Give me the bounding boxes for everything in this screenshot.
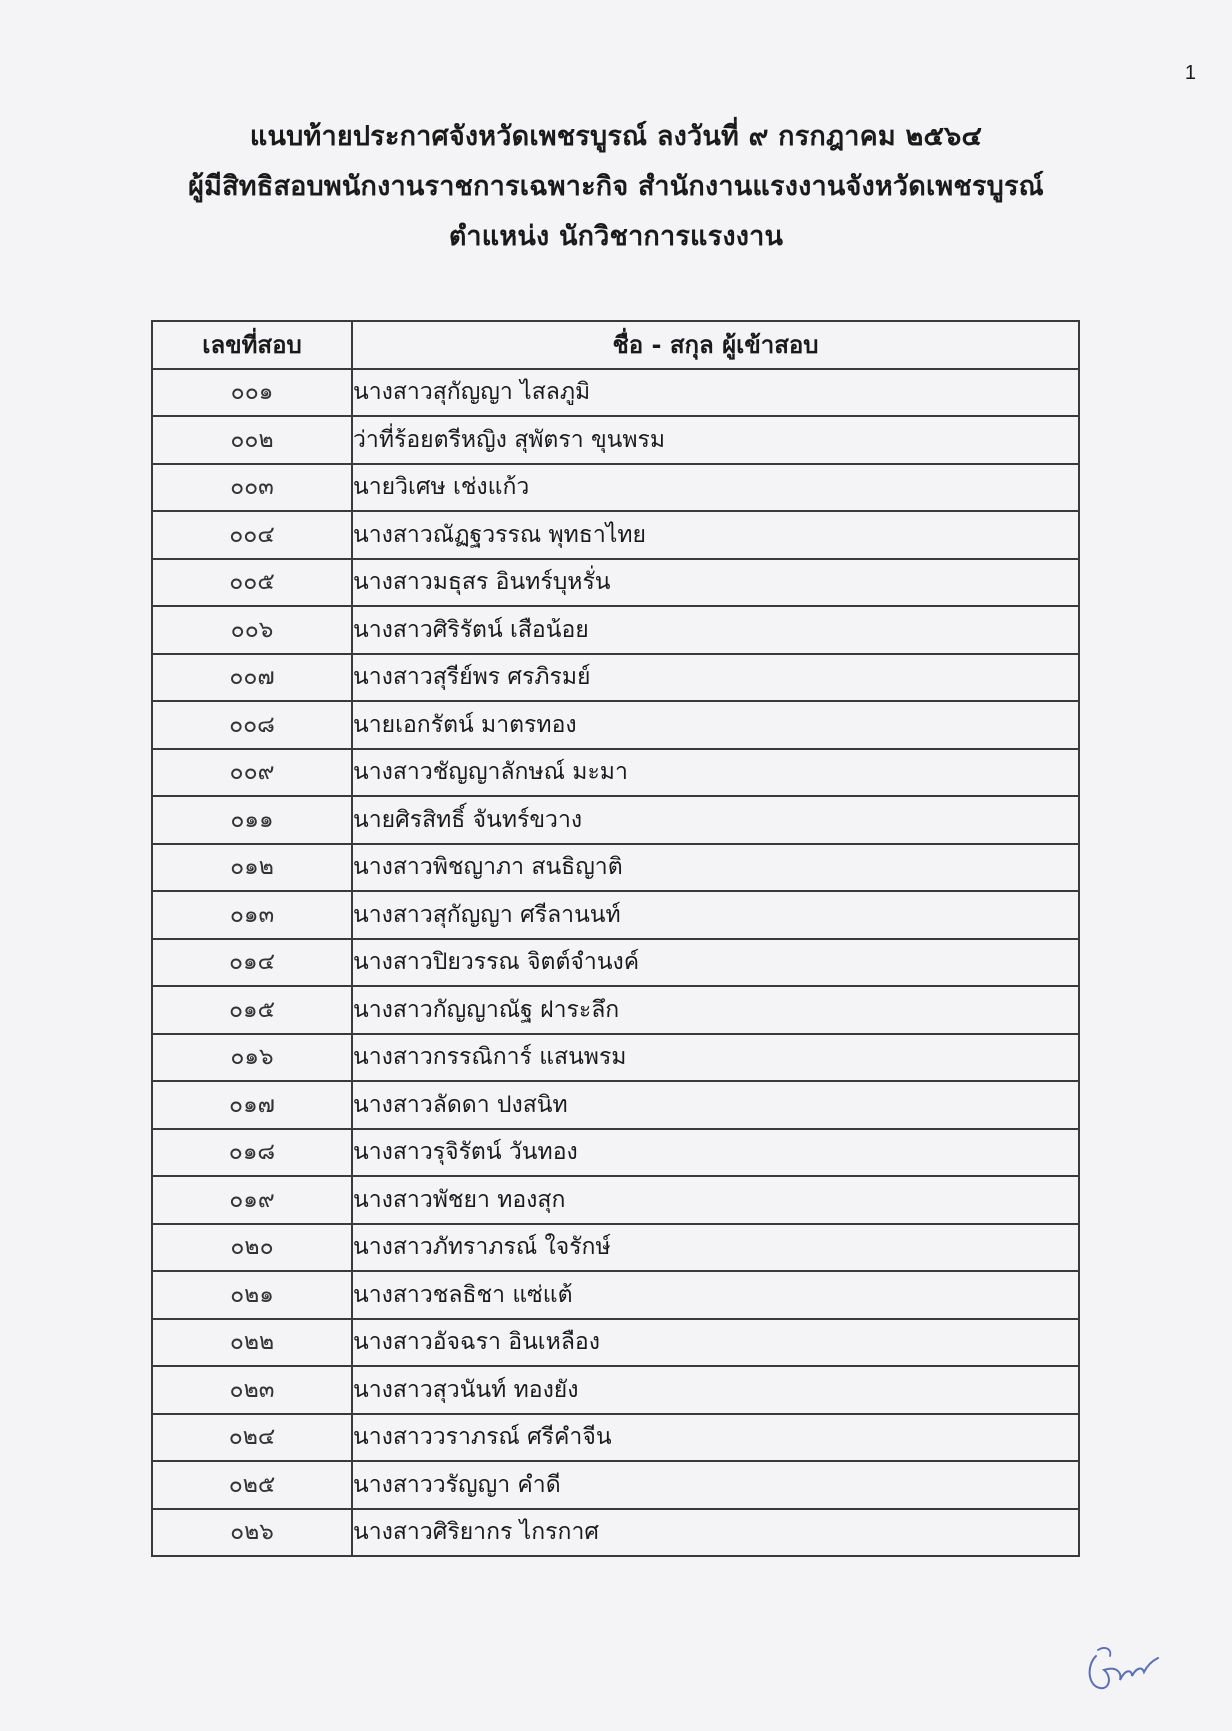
candidate-name-cell: นางสาวสุกัญญา ไสลภูมิ [352, 369, 1079, 417]
exam-number-cell: ๐๑๓ [152, 891, 352, 939]
candidate-name-cell: นายศิรสิทธิ์ จันทร์ขวาง [352, 796, 1079, 844]
handwritten-signature [1082, 1636, 1162, 1696]
exam-number-cell: ๐๑๖ [152, 1034, 352, 1082]
candidate-name-cell: นางสาวลัดดา ปงสนิท [352, 1081, 1079, 1129]
exam-number-cell: ๐๑๘ [152, 1129, 352, 1177]
exam-number-cell: ๐๐๔ [152, 511, 352, 559]
table-row [152, 891, 1079, 939]
exam-number-cell: ๐๑๒ [152, 844, 352, 892]
exam-number-cell: ๐๐๖ [152, 606, 352, 654]
exam-number-cell: ๐๐๗ [152, 654, 352, 702]
table-row [152, 1509, 1079, 1557]
exam-number-cell: ๐๒๕ [152, 1461, 352, 1509]
candidate-name-cell: นางสาวกัญญาณัฐ ฝาระลึก [352, 986, 1079, 1034]
candidate-name-cell: นางสาวพิชญาภา สนธิญาติ [352, 844, 1079, 892]
exam-number-cell: ๐๑๑ [152, 796, 352, 844]
table-header-row [152, 321, 1079, 369]
table-row [152, 1176, 1079, 1224]
exam-number-cell: ๐๐๘ [152, 701, 352, 749]
candidate-name-cell: นางสาววราภรณ์ ศรีคำจีน [352, 1414, 1079, 1462]
exam-number-cell: ๐๑๕ [152, 986, 352, 1034]
table-row [152, 1414, 1079, 1462]
header-line-2: ผู้มีสิทธิสอบพนักงานราชการเฉพาะกิจ สำนักงานแรงงานจังหวัดเพชรบูรณ์ [188, 171, 1044, 202]
exam-number-cell: ๐๑๔ [152, 939, 352, 987]
exam-number-cell: ๐๑๙ [152, 1176, 352, 1224]
exam-number-cell: ๐๒๓ [152, 1366, 352, 1414]
header-exam-number: เลขที่สอบ [152, 321, 352, 369]
table-row [152, 796, 1079, 844]
candidate-name-cell: นายเอกรัตน์ มาตรทอง [352, 701, 1079, 749]
exam-number-cell: ๐๐๕ [152, 559, 352, 607]
exam-number-cell: ๐๐๑ [152, 369, 352, 417]
candidate-name-cell: นางสาวณัฏฐวรรณ พุทธาไทย [352, 511, 1079, 559]
table-row [152, 939, 1079, 987]
exam-number-cell: ๐๐๓ [152, 464, 352, 512]
exam-number-cell: ๐๒๑ [152, 1271, 352, 1319]
table-body [152, 369, 1079, 1557]
candidate-name-cell: นางสาวศิริรัตน์ เสือน้อย [352, 606, 1079, 654]
table-row [152, 369, 1079, 417]
candidate-name-cell: นางสาวชลธิชา แซ่แต้ [352, 1271, 1079, 1319]
candidate-name-cell: นางสาวภัทราภรณ์ ใจรักษ์ [352, 1224, 1079, 1272]
header-candidate-name: ชื่อ - สกุล ผู้เข้าสอบ [352, 321, 1079, 369]
table-row [152, 1034, 1079, 1082]
candidate-name-cell: นางสาวมธุสร อินทร์บุหรั่น [352, 559, 1079, 607]
table-row [152, 654, 1079, 702]
page-number: 1 [1184, 62, 1196, 84]
candidate-name-cell: นายวิเศษ เช่งแก้ว [352, 464, 1079, 512]
table-row [152, 1461, 1079, 1509]
candidate-name-cell: นางสาวสุกัญญา ศรีลานนท์ [352, 891, 1079, 939]
table-row [152, 1366, 1079, 1414]
table-row [152, 844, 1079, 892]
table-row [152, 1271, 1079, 1319]
exam-number-cell: ๐๐๙ [152, 749, 352, 797]
exam-number-cell: ๐๒๒ [152, 1319, 352, 1367]
candidate-name-cell: นางสาวสุรีย์พร ศรภิรมย์ [352, 654, 1079, 702]
candidate-name-cell: นางสาวปิยวรรณ จิตต์จำนงค์ [352, 939, 1079, 987]
candidate-name-cell: นางสาวพัชยา ทองสุก [352, 1176, 1079, 1224]
exam-number-cell: ๐๒๖ [152, 1509, 352, 1557]
header-line-3: ตำแหน่ง นักวิชาการแรงงาน [448, 221, 784, 252]
candidate-name-cell: นางสาวรุจิรัตน์ วันทอง [352, 1129, 1079, 1177]
table-row [152, 1081, 1079, 1129]
exam-number-cell: ๐๐๒ [152, 416, 352, 464]
table-row [152, 559, 1079, 607]
table-row [152, 749, 1079, 797]
candidate-name-cell: นางสาวกรรณิการ์ แสนพรม [352, 1034, 1079, 1082]
table-row [152, 701, 1079, 749]
exam-number-cell: ๐๑๗ [152, 1081, 352, 1129]
table-row [152, 1224, 1079, 1272]
table-row [152, 606, 1079, 654]
table-row [152, 464, 1079, 512]
candidate-name-cell: นางสาวศิริยากร ไกรกาศ [352, 1509, 1079, 1557]
header-line-1: แนบท้ายประกาศจังหวัดเพชรบูรณ์ ลงวันที่ ๙ กรกฎาคม ๒๕๖๔ [249, 121, 983, 152]
table-row [152, 986, 1079, 1034]
candidate-name-cell: นางสาวสุวนันท์ ทองยัง [352, 1366, 1079, 1414]
candidate-table [151, 320, 1080, 1557]
exam-number-cell: ๐๒๔ [152, 1414, 352, 1462]
candidate-name-cell: นางสาวอัจฉรา อินเหลือง [352, 1319, 1079, 1367]
table-row [152, 1319, 1079, 1367]
table-row [152, 416, 1079, 464]
candidate-name-cell: ว่าที่ร้อยตรีหญิง สุพัตรา ขุนพรม [352, 416, 1079, 464]
exam-number-cell: ๐๒๐ [152, 1224, 352, 1272]
candidate-name-cell: นางสาววรัญญา คำดี [352, 1461, 1079, 1509]
table-row [152, 511, 1079, 559]
document-header [0, 112, 1232, 262]
candidate-name-cell: นางสาวชัญญาลักษณ์ มะมา [352, 749, 1079, 797]
table-row [152, 1129, 1079, 1177]
